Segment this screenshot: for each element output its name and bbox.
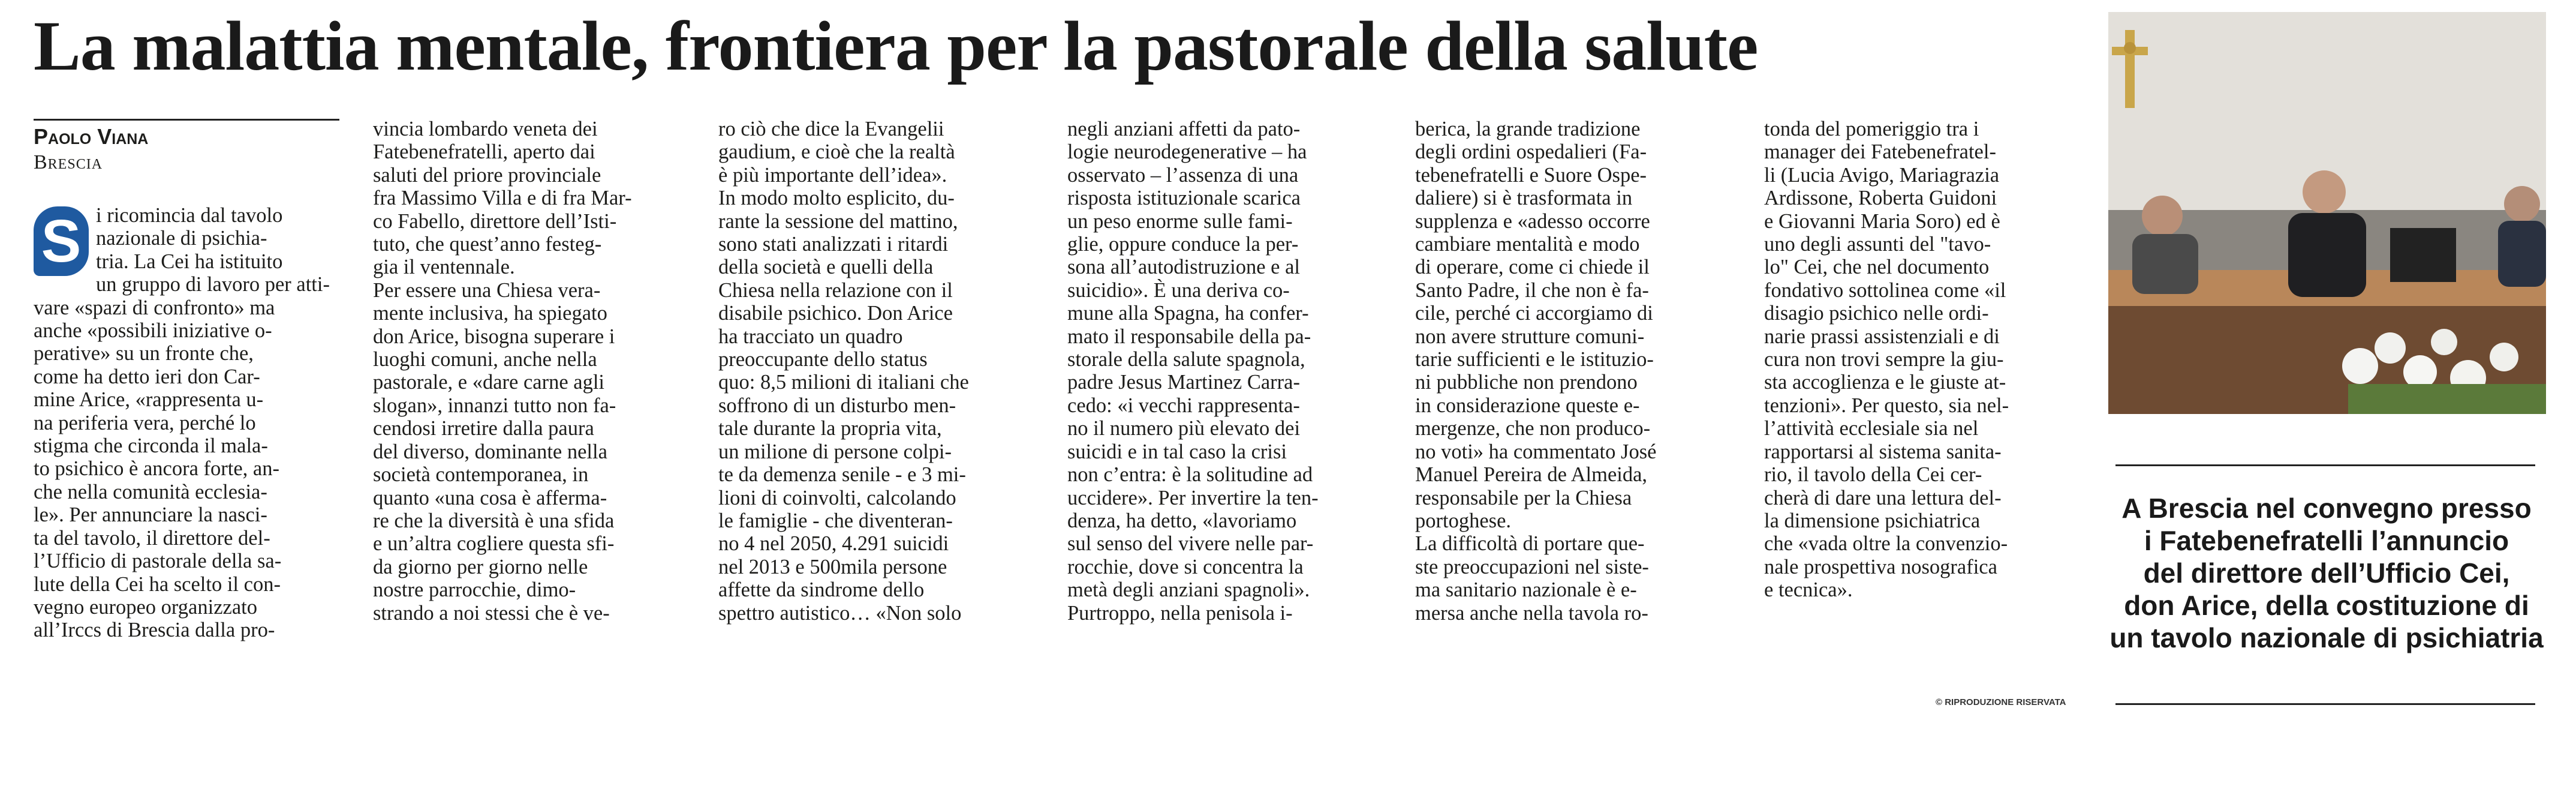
- article-line: sona all’autodistruzione e al: [1067, 256, 1300, 279]
- caption-line: un tavolo nazionale di psichiatria: [2109, 622, 2544, 653]
- article-line: sta accoglienza e le giuste at-: [1764, 371, 2006, 394]
- article-column-1: [34, 204, 345, 798]
- article-line: gaudium, e cioè che la realtà: [718, 140, 955, 164]
- article-line: in considerazione queste e-: [1415, 394, 1640, 417]
- article-line: e Giovanni Maria Soro) ed è: [1764, 209, 2000, 233]
- article-line: rio, il tavolo della Cei cer-: [1764, 463, 1982, 487]
- article-line: La difficoltà di portare que-: [1415, 532, 1645, 556]
- byline: [34, 119, 339, 176]
- article-line: ni pubbliche non prendono: [1415, 371, 1638, 394]
- article-line: strando a noi stessi che è ve-: [373, 601, 610, 625]
- article-line: quo: 8,5 milioni di italiani che: [718, 371, 969, 394]
- article-line: co Fabello, direttore dell’Isti-: [373, 209, 617, 233]
- article-column-3: [718, 118, 1030, 712]
- article-line: rocchie, dove si concentra la: [1067, 555, 1304, 578]
- article-column-4: [1067, 118, 1379, 712]
- article-line: cura non trovi sempre la giu-: [1764, 348, 2004, 371]
- article-line: osservato – l’assenza di una: [1067, 163, 1299, 187]
- article-line: che «vada oltre la convenzio-: [1764, 532, 2008, 556]
- article-line: rante la sessione del mattino,: [718, 209, 958, 233]
- article-line: storale della salute spagnola,: [1067, 348, 1305, 371]
- article-line: da giorno per giorno nelle: [373, 555, 588, 578]
- article-line: Fatebenefratelli, aperto dai: [373, 140, 595, 164]
- article-line: li (Lucia Avigo, Mariagrazia: [1764, 163, 2000, 187]
- caption-line: i Fatebenefratelli l’annuncio: [2144, 525, 2509, 556]
- article-line: fondativo sottolinea come «il: [1764, 278, 2006, 302]
- article-line: Manuel Pereira de Almeida,: [1415, 463, 1648, 487]
- dateline-place: Brescia: [34, 151, 103, 173]
- article-line: degli ordini ospedalieri (Fa-: [1415, 140, 1647, 164]
- article-line: In modo molto esplicito, du-: [718, 187, 955, 210]
- caption-line: del direttore dell’Ufficio Cei,: [2143, 557, 2510, 589]
- article-line: lute della Cei ha scelto il con-: [34, 572, 281, 596]
- article-line: pastorale, e «dare carne agli: [373, 371, 604, 394]
- caption-line: A Brescia nel convegno presso: [2121, 493, 2532, 524]
- article-line: affette da sindrome dello: [718, 578, 925, 602]
- article-line: supplenza e «adesso occorre: [1415, 209, 1650, 233]
- article-line: un gruppo di lavoro per atti-: [96, 273, 330, 296]
- article-line: luoghi comuni, anche nella: [373, 348, 597, 371]
- article-line: ro ciò che dice la Evangelii: [718, 118, 944, 140]
- caption-top-rule: [2115, 464, 2535, 466]
- article-line: gia il ventennale.: [373, 256, 515, 279]
- article-line: vincia lombardo veneta dei: [373, 118, 598, 140]
- article-line: daliere) si è trasformata in: [1415, 187, 1633, 210]
- article-line: perative» su un fronte che,: [34, 342, 254, 365]
- article-line: disabile psichico. Don Arice: [718, 302, 953, 325]
- article-line: fra Massimo Villa e di fra Mar-: [373, 187, 632, 210]
- article-line: mine Arice, «rappresenta u-: [34, 388, 264, 412]
- article-line: società contemporanea, in: [373, 463, 589, 487]
- article-line: nel 2013 e 500mila persone: [718, 555, 947, 578]
- article-line: di operare, come ci chiede il: [1415, 256, 1650, 279]
- article-line: vare «spazi di confronto» ma: [34, 296, 275, 319]
- article-line: Ardissone, Roberta Guidoni: [1764, 187, 1997, 210]
- article-line: mersa anche nella tavola ro-: [1415, 601, 1648, 625]
- article-line: e un’altra cogliere questa sfi-: [373, 532, 615, 556]
- caption-line: don Arice, della costituzione di: [2124, 590, 2529, 621]
- article-line: padre Jesus Martinez Carra-: [1067, 371, 1300, 394]
- article-line: re che la diversità è una sfida: [373, 509, 615, 532]
- article-line: risposta istituzionale scarica: [1067, 187, 1301, 210]
- article-line: don Arice, bisogna superare i: [373, 325, 615, 348]
- article-line: che nella comunità ecclesia-: [34, 480, 267, 503]
- article-line: ta del tavolo, il direttore del-: [34, 526, 270, 550]
- article-line: manager dei Fatebenefratel-: [1764, 140, 1996, 164]
- article-line: tuto, che quest’anno festeg-: [373, 233, 602, 256]
- article-line: nale prospettiva nosografica: [1764, 555, 1997, 578]
- article-line: tale durante la propria vita,: [718, 417, 942, 440]
- article-line: Santo Padre, il che non è fa-: [1415, 278, 1649, 302]
- article-line: tebenefratelli e Suore Ospe-: [1415, 163, 1647, 187]
- article-line: denza, ha detto, «lavoriamo: [1067, 509, 1297, 532]
- article-line: i ricomincia dal tavolo: [96, 204, 283, 227]
- author-name: Paolo Viana: [34, 124, 149, 149]
- article-line: uccidere». Per invertire la ten-: [1067, 486, 1319, 509]
- article-line: non avere strutture comuni-: [1415, 325, 1645, 348]
- article-line: te da demenza senile - e 3 mi-: [718, 463, 966, 487]
- article-line: cendosi irretire dalla paura: [373, 417, 594, 440]
- article-line: la dimensione psichiatrica: [1764, 509, 1981, 532]
- article-line: to psichico è ancora forte, an-: [34, 457, 279, 481]
- article-line: cedo: «i vecchi rappresenta-: [1067, 394, 1300, 417]
- article-line: mune alla Spagna, ha confer-: [1067, 302, 1309, 325]
- article-line: suicidio». È una deriva co-: [1067, 278, 1290, 302]
- article-photo: [2108, 12, 2546, 414]
- article-line: na periferia vera, perché lo: [34, 411, 256, 434]
- article-line: suicidi e in tal caso la crisi: [1067, 440, 1287, 463]
- article-column-2: [373, 118, 685, 712]
- article-line: nostre parrocchie, dimo-: [373, 578, 576, 602]
- article-line: metà degli anziani spagnoli».: [1067, 578, 1310, 602]
- article-line: preoccupante dello status: [718, 348, 928, 371]
- article-line: un milione di persone colpi-: [718, 440, 952, 463]
- article-line: tenzioni». Per questo, sia nel-: [1764, 394, 2009, 417]
- article-line: vegno europeo organizzato: [34, 595, 257, 619]
- article-line: tarie sufficienti e le istituzio-: [1415, 348, 1654, 371]
- article-line: nazionale di psichia-: [96, 227, 267, 250]
- conference-photo-illustration: [2108, 12, 2546, 414]
- article-line: del diverso, dominante nella: [373, 440, 607, 463]
- article-line: mente inclusiva, ha spiegato: [373, 302, 607, 325]
- article-line: un peso enorme sulle fami-: [1067, 209, 1293, 233]
- article-line: saluti del priore provinciale: [373, 163, 601, 187]
- article-line: responsabile per la Chiesa: [1415, 486, 1632, 509]
- article-line: lo" Cei, che nel documento: [1764, 256, 1990, 279]
- article-line: logie neurodegenerative – ha: [1067, 140, 1307, 164]
- article-line: le». Per annunciare la nasci-: [34, 503, 267, 527]
- article-line: rapportarsi al sistema sanita-: [1764, 440, 2002, 463]
- article-line: Per essere una Chiesa vera-: [373, 278, 601, 302]
- article-line: uno degli assunti del "tavo-: [1764, 233, 1991, 256]
- article-line: no 4 nel 2050, 4.291 suicidi: [718, 532, 949, 556]
- article-line: sono stati analizzati i ritardi: [718, 233, 949, 256]
- article-line: stigma che circonda il mala-: [34, 434, 268, 458]
- article-line: negli anziani affetti da pato-: [1067, 118, 1301, 140]
- article-line: ma sanitario nazionale è e-: [1415, 578, 1637, 602]
- article-line: come ha detto ieri don Car-: [34, 365, 260, 388]
- article-line: le famiglie - che diventeran-: [718, 509, 953, 532]
- article-headline: La malattia mentale, frontiera per la pastorale della salute: [34, 7, 1758, 85]
- article-line: berica, la grande tradizione: [1415, 118, 1641, 140]
- article-line: narie prassi assistenziali e di: [1764, 325, 2000, 348]
- article-line: Chiesa nella relazione con il: [718, 278, 953, 302]
- article-line: ste preoccupazioni nel siste-: [1415, 555, 1649, 578]
- article-line: Purtroppo, nella penisola i-: [1067, 601, 1293, 625]
- article-line: sul senso del vivere nelle par-: [1067, 532, 1314, 556]
- article-line: spettro autistico… «Non solo: [718, 601, 962, 625]
- article-line: ha tracciato un quadro: [718, 325, 903, 348]
- article-line: quanto «una cosa è afferma-: [373, 486, 607, 509]
- article-line: glie, oppure conduce la per-: [1067, 233, 1299, 256]
- article-line: e tecnica».: [1764, 578, 1853, 602]
- article-line: lioni di coinvolti, calcolando: [718, 486, 956, 509]
- photo-caption: [2105, 492, 2548, 654]
- article-line: cherà di dare una lettura del-: [1764, 486, 2002, 509]
- article-line: anche «possibili iniziative o-: [34, 319, 272, 343]
- article-line: no voti» ha commentato José: [1415, 440, 1657, 463]
- article-line: cile, perché ci accorgiamo di: [1415, 302, 1653, 325]
- article-line: della società e quelli della: [718, 256, 934, 279]
- article-line: mato il responsabile della pa-: [1067, 325, 1311, 348]
- article-line: mergenze, che non produco-: [1415, 417, 1651, 440]
- article-line: tria. La Cei ha istituito: [96, 250, 283, 273]
- article-line: l’attività ecclesiale sia nel: [1764, 417, 1979, 440]
- article-line: soffrono di un disturbo men-: [718, 394, 956, 417]
- drop-cap: S: [34, 206, 89, 276]
- article-line: l’Ufficio di pastorale della sa-: [34, 550, 282, 573]
- article-line: cambiare mentalità e modo: [1415, 233, 1640, 256]
- copyright-notice: © RIPRODUZIONE RISERVATA: [1936, 697, 2066, 707]
- article-line: è più importante dell’idea».: [718, 163, 947, 187]
- article-line: slogan», innanzi tutto non fa-: [373, 394, 616, 417]
- article-line: no il numero più elevato dei: [1067, 417, 1301, 440]
- article-line: portoghese.: [1415, 509, 1512, 532]
- article-column-5: [1415, 118, 1727, 712]
- article-line: all’Irccs di Brescia dalla pro-: [34, 619, 275, 642]
- article-line: tonda del pomeriggio tra i: [1764, 118, 1979, 140]
- caption-bottom-rule: [2115, 703, 2535, 705]
- article-line: disagio psichico nelle ordi-: [1764, 302, 1989, 325]
- article-column-6: [1764, 118, 2076, 712]
- article-line: non c’entra: è la solitudine ad: [1067, 463, 1313, 487]
